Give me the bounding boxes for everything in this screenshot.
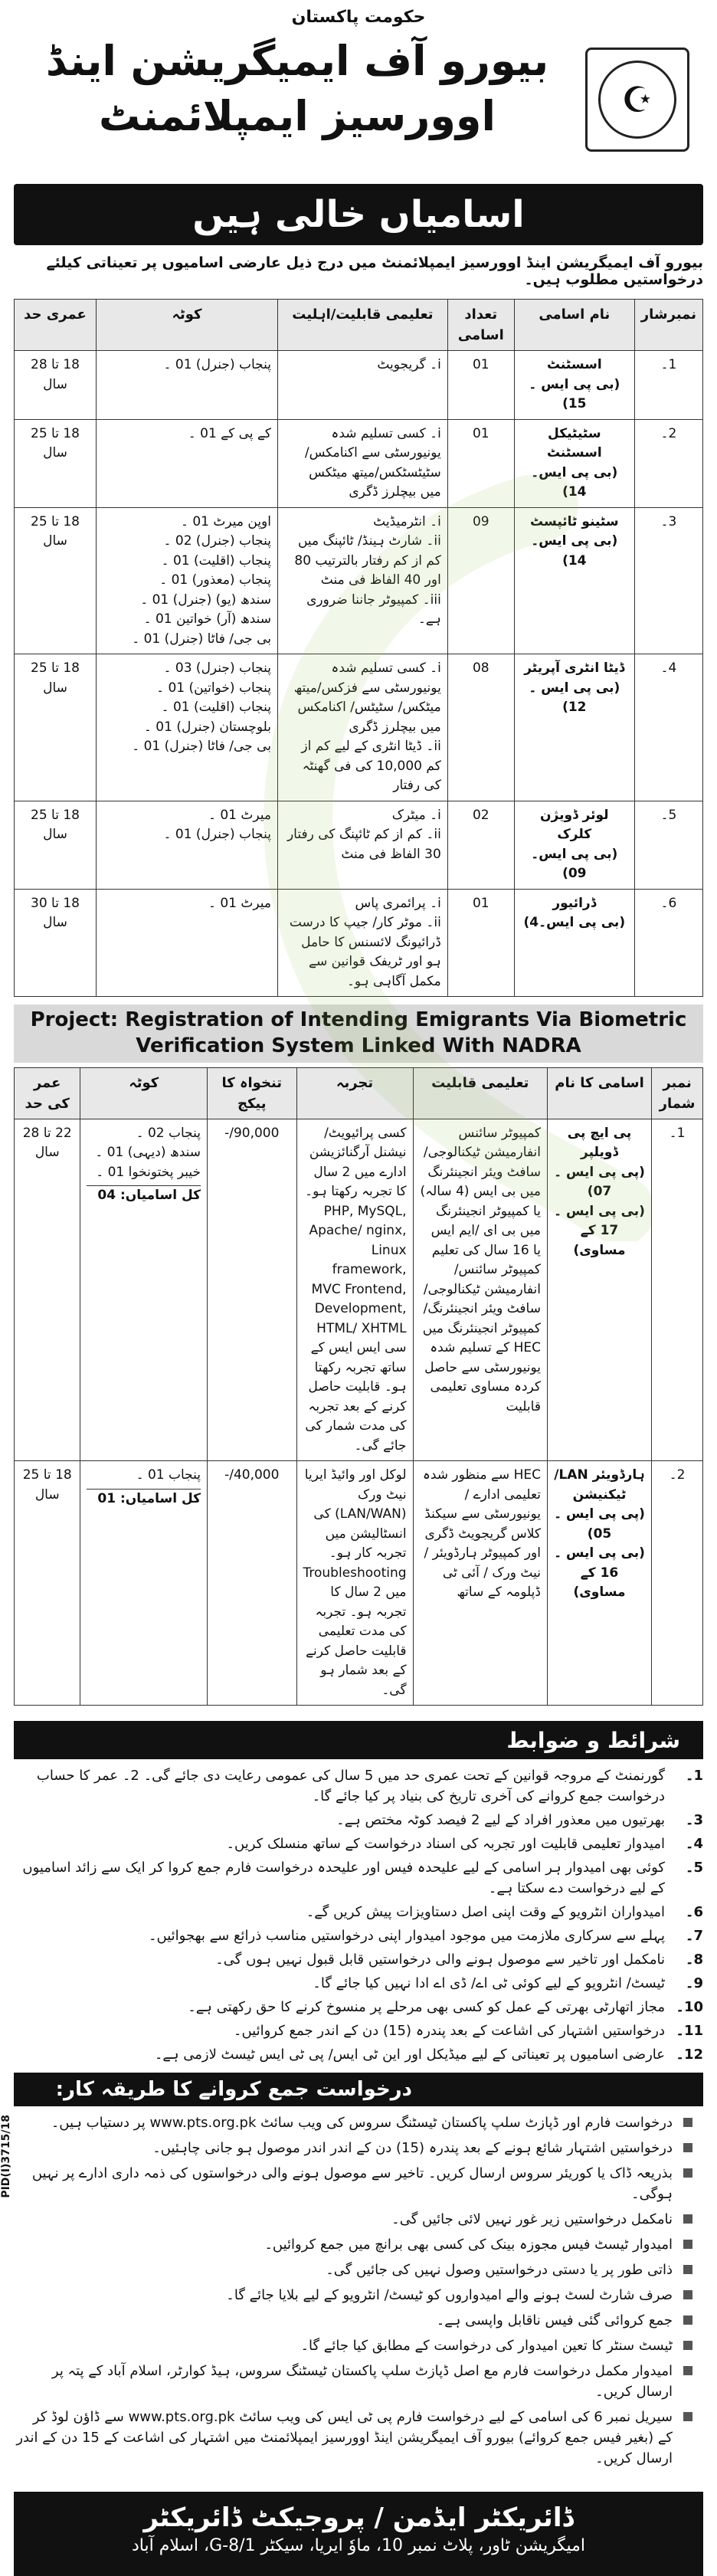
howto-text: سیریل نمبر 6 کی اسامی کے لیے درخواست فارم پی ٹی ایس کی ویب سائٹ www.pts.org.pk سے ڈاؤن لوڈ کر کے (بغیر فیس جمع کروائے) بیورو آف ایمیگریشن اینڈ اوورسیز ایمپلائمنٹ میں اشتہار کی اشاعت کے 15 دن کے اندر ارسال کریں۔ [16, 2409, 673, 2467]
col-header-quota: کوٹہ [80, 1067, 208, 1119]
quota-values: پنجاب 01 ۔ [136, 1467, 201, 1483]
howto-text: صرف شارٹ لسٹ ہونے والے امیدواروں کو ٹیسٹ/ انٹرویو کے لیے بلایا جائے گا۔ [226, 2287, 673, 2304]
post-cell: ڈیٹا انٹری آپریٹر (بی پی ایس ۔12) [514, 654, 634, 801]
project-vacancies-table [14, 1067, 703, 1706]
qualification-cell: i۔ میٹرک ii۔ کم از کم ٹائپنگ کی رفتار 30 الفاظ فی منٹ [278, 801, 448, 889]
square-bullet-icon [673, 2209, 703, 2230]
rule-number: 7۔ [685, 1928, 703, 1945]
rule-text: درخواستیں اشتہار کی اشاعت کے بعد پندرہ (15) دن کے اندر جمع کروائیں۔ [233, 2023, 665, 2040]
rule-item [14, 1765, 703, 1807]
col-header-serial: نمبر شمار [652, 1067, 703, 1119]
rule-number: 9۔ [685, 1975, 703, 1992]
rule-text: گورنمنٹ کے مروجہ قوانین کے تحت عمری حد میں 5 سال کی عمومی رعایت دی جائے گی۔ 2۔ عمر کا حساب درخواست جمع کروانے کی آخری تاریخ کی بنیاد پر کیا جائے گا۔ [36, 1768, 665, 1805]
rule-item [14, 1902, 703, 1922]
quota-total: کل اسامیاں: 04 [87, 1185, 201, 1206]
footer-address: امیگریشن ٹاور، پلاٹ نمبر 10، ماوٗ ایریا، سیکٹر G-8/1، اسلام آباد [131, 2536, 586, 2556]
footer-title: ڈائریکٹر ایڈمن / پروجیکٹ ڈائریکٹر [143, 2502, 574, 2534]
rules-list [14, 1765, 703, 2065]
howto-item [14, 2335, 703, 2356]
howto-item [14, 2407, 703, 2469]
age-cell: 18 تا 25 سال [15, 1461, 80, 1706]
howto-item [14, 2209, 703, 2230]
qualification-cell: i۔ انٹرمیڈیٹ ii۔ شارٹ ہینڈ/ ٹائپنگ میں کم از کم رفتار بالترتیب 80 اور 40 الفاظ فی منٹ iii۔ کمپیوٹر جاننا ضروری ہے۔ [278, 507, 448, 654]
pay-cell: 40,000/- [208, 1461, 296, 1706]
rule-number: 6۔ [685, 1904, 703, 1921]
square-bullet-icon [673, 2361, 703, 2402]
experience-cell: لوکل اور وائیڈ ایریا نیٹ ورک (LAN/WAN) کی انسٹالیشن میں تجربہ کار ہو۔ Troubleshooting میں 2 سال کا تجربہ ہو۔ تجربہ کی مدت تعلیمی قابلیت حاصل کرنے کے بعد شمار ہو گی۔ [296, 1461, 413, 1706]
serial-cell: 4۔ [634, 654, 702, 801]
age-cell: 18 تا 25 سال [15, 801, 97, 889]
serial-cell: 2۔ [634, 419, 702, 507]
rule-item [14, 2020, 703, 2041]
post-cell: سٹیٹیکل اسسٹنٹ (بی پی ایس۔14) [514, 419, 634, 507]
quota-cell: کے پی کے 01 ۔ [97, 419, 278, 507]
howto-item [14, 2260, 703, 2280]
vacancies-table [14, 299, 703, 997]
howto-text: ذاتی طور پر یا دستی درخواستیں وصول نہیں کی جائیں گی۔ [326, 2262, 673, 2279]
advertisement [14, 8, 703, 2576]
howto-list [14, 2112, 703, 2469]
table-row [15, 419, 703, 507]
col-header-age: عمر کی حد [15, 1067, 80, 1119]
square-bullet-icon [673, 2285, 703, 2306]
quota-cell [80, 1461, 208, 1706]
rule-text: پہلے سے سرکاری ملازمت میں موجود امیدوار اپنی درخواستیں مناسب ذرائع سے بھجوائیں۔ [148, 1928, 665, 1945]
square-bullet-icon [673, 2163, 703, 2204]
quota-values: پنجاب 02 ۔ سندھ (دیہی) 01 ۔ خیبر پختونخوا 01 ۔ [95, 1125, 201, 1180]
square-bullet-icon [673, 2234, 703, 2255]
header [14, 8, 703, 184]
rule-item [14, 1834, 703, 1854]
table-row [15, 801, 703, 889]
table-row [15, 1119, 703, 1461]
reference-number: PID(I)3715/18 [0, 2115, 12, 2198]
experience-cell: کسی پرائیویٹ/ نیشنل آرگنائزیشن ادارے میں 2 سال کا تجربہ رکھتا ہو۔ PHP, MySQL, Apache/ nginx, Linux framework, MVC Frontend, Development, HTML/ XHTML سی ایس ایس کے ساتھ تجربہ رکھتا ہو۔ قابلیت حاصل کرنے کے بعد تجربہ کی مدت شمار کی جائے گی۔ [296, 1119, 413, 1461]
quota-cell [80, 1119, 208, 1461]
howto-text: امیدوار مکمل درخواست فارم مع اصل ڈپازٹ سلپ پاکستان ٹیسٹنگ سروس، ہیڈ کوارٹر، اسلام آباد کے پتہ پر ارسال کریں۔ [51, 2363, 673, 2401]
col-header-age: عمری حد [15, 300, 97, 351]
post-cell: اسسٹنٹ (بی پی ایس ۔15) [514, 351, 634, 420]
table-row [15, 507, 703, 654]
rule-item [14, 1925, 703, 1946]
serial-cell: 1۔ [652, 1119, 703, 1461]
table-header-row [15, 300, 703, 351]
square-bullet-icon [673, 2407, 703, 2469]
howto-item [14, 2163, 703, 2204]
square-bullet-icon [673, 2138, 703, 2158]
post-cell: سٹینو ٹائپسٹ (بی پی ایس۔14) [514, 507, 634, 654]
col-header-serial: نمبرشار [634, 300, 702, 351]
post-cell: لوئر ڈویژن کلرک (بی پی ایس۔09) [514, 801, 634, 889]
count-cell: 01 [447, 419, 514, 507]
rule-item [14, 2044, 703, 2065]
pay-cell: 90,000/- [208, 1119, 296, 1461]
col-header-qualification: تعلیمی قابلیت [413, 1067, 547, 1119]
col-header-post: نام اسامی [514, 300, 634, 351]
state-emblem-icon: ☪ [585, 48, 689, 152]
square-bullet-icon [673, 2310, 703, 2331]
qualification-cell: i۔ کسی تسلیم شدہ یونیورسٹی سے فزکس/میتھ میٹکس/ سٹیٹس/ اکنامکس میں بیچلرز ڈگری ii۔ ڈیٹا انٹری کے لیے کم از کم 10,000 کی فی گھنٹہ کی رفتار [278, 654, 448, 801]
table-header-row [15, 1067, 703, 1119]
count-cell: 09 [447, 507, 514, 654]
qualification-cell: HEC سے منظور شدہ تعلیمی ادارے / یونیورسٹی سے سیکنڈ کلاس گریجویٹ ڈگری اور کمپیوٹر ہارڈویئر / نیٹ ورک / آئی ٹی ڈپلومہ کے ساتھ [413, 1461, 547, 1706]
howto-text: امیدوار ٹیسٹ فیس مجوزہ بینک کی کسی بھی برانچ میں جمع کروائیں۔ [264, 2237, 673, 2253]
rule-text: ٹیسٹ/ انٹرویو کے لیے کوئی ٹی اے/ ڈی اے ادا نہیں کیا جائے گا۔ [313, 1975, 665, 1992]
serial-cell: 5۔ [634, 801, 702, 889]
rule-item [14, 1973, 703, 1994]
col-header-experience: تجربہ [296, 1067, 413, 1119]
serial-cell: 2۔ [652, 1461, 703, 1706]
square-bullet-icon [673, 2260, 703, 2280]
age-cell: 18 تا 28 سال [15, 351, 97, 420]
serial-cell: 6۔ [634, 889, 702, 997]
age-cell: 18 تا 25 سال [15, 507, 97, 654]
qualification-cell: i۔ کسی تسلیم شدہ یونیورسٹی سے اکنامکس/سٹیٹسٹکس/میتھ میٹکس میں بیچلرز ڈگری [278, 419, 448, 507]
rule-number: 3۔ [685, 1812, 703, 1829]
rule-text: نامکمل اور تاخیر سے موصول ہونے والی درخواستیں قابل قبول نہیں ہوں گی۔ [215, 1952, 665, 1968]
age-cell: 18 تا 25 سال [15, 654, 97, 801]
count-cell: 08 [447, 654, 514, 801]
rule-text: مجاز اتھارٹی بھرتی کے عمل کو کسی بھی مرحلے پر منسوخ کرنے کا حق رکھتی ہے۔ [188, 1999, 665, 2016]
rule-number: 4۔ [685, 1836, 703, 1853]
qualification-cell: i۔ پرائمری پاس ii۔ موٹر کار/ جیپ کا درست ڈرائیونگ لائسنس کا حامل ہو اور ٹریفک قوانین سے مکمل آگاہی ہو۔ [278, 889, 448, 997]
rule-number: 11۔ [676, 2023, 703, 2040]
quota-cell: پنجاب (جنرل) 01 ۔ [97, 351, 278, 420]
count-cell: 02 [447, 801, 514, 889]
table-row [15, 654, 703, 801]
quota-cell: میرٹ 01 ۔ [97, 889, 278, 997]
age-cell: 18 تا 30 سال [15, 889, 97, 997]
qualification-cell: i۔ گریجویٹ [278, 351, 448, 420]
qualification-cell: کمپیوٹر سائنس انفارمیشن ٹیکنالوجی/ سافٹ ویئر انجینئرنگ میں بی ایس (4 سالہ) یا کمپیوٹر انجینئرنگ میں بی ای /ایم ایس یا 16 سال کی تعلیم کمپیوٹر سائنس/ انفارمیشن ٹیکنالوجی/ سافٹ ویئر انجینئرنگ/ کمپیوٹر انجینئرنگ میں HEC کے تسلیم شدہ یونیورسٹی سے حاصل کردہ مساوی تعلیمی قابلیت [413, 1119, 547, 1461]
table-row [15, 889, 703, 997]
table-row [15, 351, 703, 420]
col-header-count: تعداد اسامی [447, 300, 514, 351]
howto-text: درخواستیں اشتہار شائع ہونے کے بعد پندرہ (15) دن کے اندر اندر موصول ہو جانی چاہئیں۔ [152, 2140, 673, 2157]
howto-item [14, 2285, 703, 2306]
rule-text: کوئی بھی امیدوار ہر اسامی کے لیے علیحدہ فیس اور علیحدہ درخواست فارم جمع کروا کر ایک سے زائد اسامیوں کے لیے درخواست دے سکتا ہے۔ [22, 1860, 665, 1897]
quota-cell: پنجاب (جنرل) 03 ۔ پنجاب (خواتین) 01 ۔ پنجاب (اقلیت) 01 ۔ بلوچستان (جنرل) 01 ۔ بی جی/ فاٹا (جنرل) 01 ۔ [97, 654, 278, 801]
rule-number: 5۔ [685, 1860, 703, 1876]
howto-item [14, 2310, 703, 2331]
rule-text: امیدواران انٹرویو کے وقت اپنی اصل دستاویزات پیش کریں گے۔ [306, 1904, 665, 1921]
count-cell: 01 [447, 351, 514, 420]
rule-number: 8۔ [685, 1952, 703, 1968]
government-label: حکومت پاکستان [291, 8, 426, 27]
rule-text: امیدوار تعلیمی قابلیت اور تجربہ کی اسناد درخواست کے ساتھ منسلک کریں۔ [226, 1836, 665, 1853]
howto-text: درخواست فارم اور ڈپازٹ سلپ پاکستان ٹیسٹنگ سروس کی ویب سائٹ www.pts.org.pk پر دستیاب ہیں۔ [51, 2115, 673, 2132]
rule-text: بھرتیوں میں معذور افراد کے لیے 2 فیصد کوٹہ مختص ہے۔ [336, 1812, 665, 1829]
howto-title: درخواست جمع کروانے کا طریقہ کار: [14, 2073, 703, 2106]
square-bullet-icon [673, 2335, 703, 2356]
rules-title: شرائط و ضوابط [14, 1721, 703, 1759]
howto-text: ٹیسٹ سنٹر کا تعین امیدوار کی درخواست کے مطابق کیا جائے گا۔ [300, 2338, 673, 2355]
department-name-line1: بیورو آف ایمیگریشن اینڈ [45, 37, 549, 85]
col-header-qualification: تعلیمی قابلیت/اہلیت [278, 300, 448, 351]
intro-text: بیورو آف ایمیگریشن اینڈ اوورسیز ایمپلائمنٹ میں درج ذیل عارضی اسامیوں پر تعیناتی کیلئے درخواستیں مطلوب ہیں۔ [46, 254, 703, 288]
quota-total: کل اسامیاں: 01 [87, 1489, 201, 1509]
howto-item [14, 2112, 703, 2133]
rule-item [14, 1810, 703, 1830]
rule-item [14, 1997, 703, 2017]
howto-item [14, 2361, 703, 2402]
post-cell: ہارڈویئر LAN/ ٹیکنیشن (پی پی ایس ۔05) (بی پی ایس ۔16 کے مساوی) [547, 1461, 651, 1706]
department-name-line2: اوورسیز ایمپلائمنٹ [99, 92, 496, 140]
howto-item [14, 2138, 703, 2158]
post-cell: پی ایچ پی ڈویلپر (پی پی ایس ۔07) (بی پی ایس ۔17 کے مساوی) [547, 1119, 651, 1461]
rule-item [14, 1949, 703, 1970]
quota-cell: میرٹ 01 ۔ پنجاب (جنرل) 01 ۔ [97, 801, 278, 889]
col-header-post: اسامی کا نام [547, 1067, 651, 1119]
col-header-pay: تنخواہ کا پیکج [208, 1067, 296, 1119]
howto-text: بذریعہ ڈاک یا کوریئر سروس ارسال کریں۔ تاخیر سے موصول ہونے والی درخواستوں کی ذمہ داری ادارے پر نہیں ہوگی۔ [31, 2165, 673, 2203]
age-cell: 18 تا 25 سال [15, 419, 97, 507]
rule-text: عارضی اسامیوں پر تعیناتی کے لیے میڈیکل اور این ٹی ایس/ پی ٹی ایس ٹیسٹ لازمی ہے۔ [154, 2047, 665, 2063]
vacancies-banner: اسامیاں خالی ہیں [14, 184, 703, 245]
serial-cell: 3۔ [634, 507, 702, 654]
rule-number: 12۔ [676, 2047, 703, 2063]
howto-text: جمع کروائی گئی فیس ناقابل واپسی ہے۔ [436, 2312, 673, 2329]
table-row [15, 1461, 703, 1706]
howto-item [14, 2234, 703, 2255]
quota-cell: اوپن میرٹ 01 ۔ پنجاب (جنرل) 02 ۔ پنجاب (اقلیت) 01 ۔ پنجاب (معذور) 01 ۔ سندھ (یو) (جنرل) 01 ۔ سندھ (آر) خواتین 01 ۔ بی جی/ فاٹا (جنرل) 01 ۔ [97, 507, 278, 654]
rule-item [14, 1857, 703, 1899]
post-cell: ڈرائیور (بی پی ایس۔4) [514, 889, 634, 997]
rule-number: 1۔ [685, 1768, 703, 1785]
project-title: Project: Registration of Intending Emigrants Via Biometric Verification System Linked With NADRA [14, 1005, 703, 1063]
serial-cell: 1۔ [634, 351, 702, 420]
col-header-quota: کوٹہ [97, 300, 278, 351]
footer [14, 2492, 703, 2576]
howto-text: نامکمل درخواستیں زیر غور نہیں لائی جائیں گی۔ [391, 2211, 673, 2228]
count-cell: 01 [447, 889, 514, 997]
square-bullet-icon [673, 2112, 703, 2133]
age-cell: 22 تا 28 سال [15, 1119, 80, 1461]
rule-number: 10۔ [676, 1999, 703, 2016]
